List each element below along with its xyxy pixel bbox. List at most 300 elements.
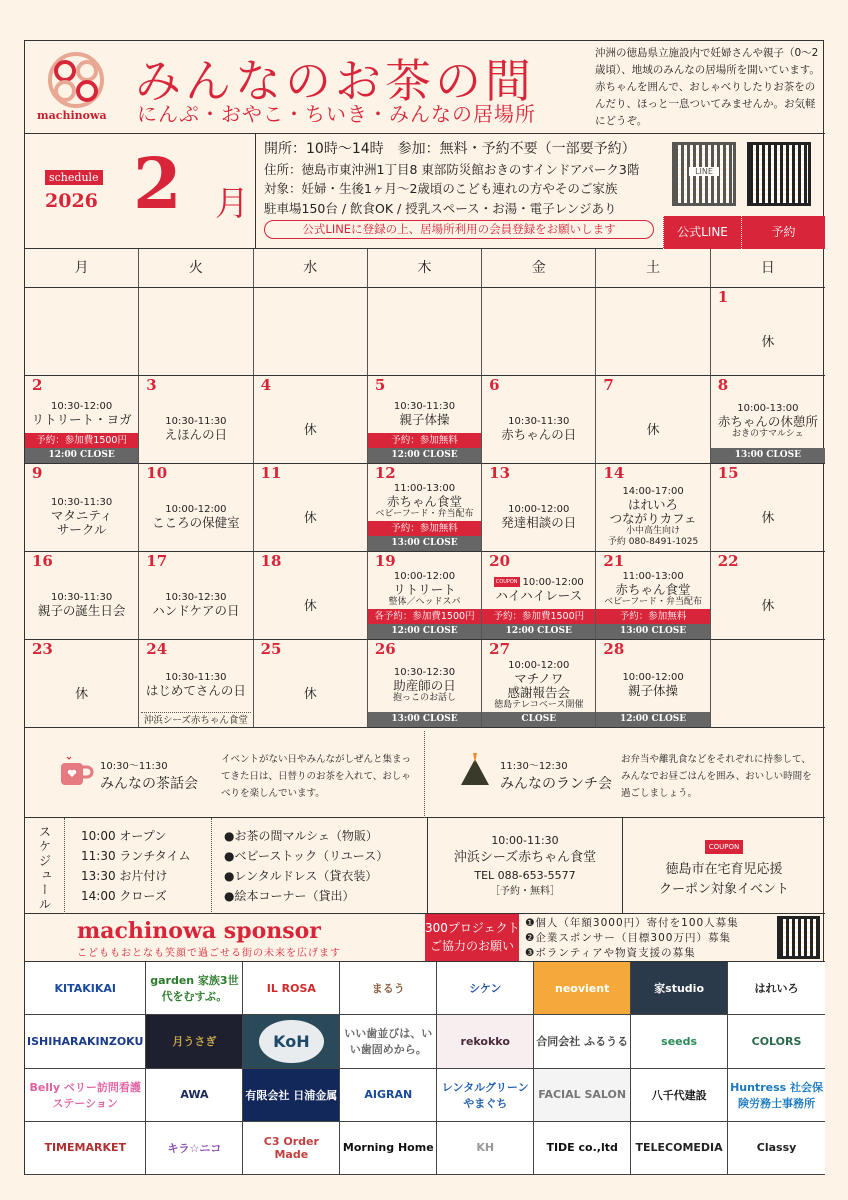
day-cell <box>711 552 825 640</box>
sponsor-logo[interactable] <box>534 962 631 1015</box>
close-time-bar: 12:00 CLOSE <box>596 712 709 727</box>
sponsor-logo[interactable] <box>146 1015 243 1068</box>
sponsor-logo-text: まるう <box>371 982 405 996</box>
day-number: 13 <box>489 464 511 482</box>
day-number: 26 <box>374 640 396 658</box>
sponsor-title: machinowa sponsor <box>77 918 321 944</box>
event-desc: イベントがない日やみんながしぜんと集まってきた日は、日替りのお茶を入れて、おしゃべりを楽しんでいます。 <box>221 754 412 799</box>
event-details <box>482 570 595 609</box>
closed-label: 休 <box>303 599 317 614</box>
event-title: えほんの日 <box>164 426 228 442</box>
event-time: 10:00-12:00 <box>165 503 227 515</box>
sponsor-logo[interactable] <box>534 1069 631 1122</box>
day-cell <box>139 464 253 552</box>
empty-cell <box>139 288 253 376</box>
event-details <box>25 394 138 433</box>
event-details <box>711 482 825 551</box>
close-time-bar: 13:00 CLOSE <box>368 712 481 727</box>
sponsor-logo[interactable] <box>728 1069 825 1122</box>
event-details <box>482 658 595 712</box>
line-registration-note: 公式LINEに登録の上、居場所利用の会員登録をお願いします <box>264 220 654 239</box>
sponsor-logo[interactable] <box>340 1015 437 1068</box>
close-time-bar: 13:00 CLOSE <box>711 448 825 463</box>
page-title: みんなのお茶の間 <box>135 54 535 108</box>
event-tea-party <box>25 731 425 818</box>
event-title: 赤ちゃんの日 <box>501 426 577 442</box>
sponsor-logo[interactable] <box>631 962 728 1015</box>
sponsor-logo-text: レンタルグリーン やまぐち <box>441 1080 529 1110</box>
event-details <box>482 394 595 463</box>
sponsor-logo-text: TIMEMARKET <box>44 1141 126 1155</box>
ask-item: ❷企業スポンサー（目標300万円）募集 <box>525 932 731 944</box>
sponsor-logo[interactable] <box>243 1122 340 1175</box>
sponsor-logo-text: KoH <box>259 1020 324 1063</box>
event-details <box>711 306 825 375</box>
event-time-row <box>25 592 138 604</box>
event-subtitle: 徳島テレコベース開催 <box>494 699 584 710</box>
day-cell <box>482 464 596 552</box>
info-line: 駐車場150台 / 飲食OK / 授乳スペース・お湯・電子レンジあり <box>264 200 617 216</box>
sponsor-logo[interactable] <box>25 1069 146 1122</box>
event-details <box>254 394 367 463</box>
event-title: 発達相談の日 <box>501 514 577 530</box>
day-number: 28 <box>603 640 625 658</box>
event-details <box>711 394 825 448</box>
event-details <box>254 570 367 639</box>
sponsor-logo[interactable] <box>437 1015 534 1068</box>
sponsor-logo[interactable] <box>340 1069 437 1122</box>
reservation-bar: 予約：参加費1500円 <box>25 433 138 448</box>
event-details <box>482 306 595 375</box>
sponsor-logo[interactable] <box>631 1015 728 1068</box>
sponsor-logo-text: Classy <box>756 1141 797 1155</box>
event-time-row <box>482 577 595 589</box>
header <box>25 41 825 134</box>
day-cell <box>596 464 710 552</box>
event-desc: お弁当や離乳食などをそれぞれに持参して、みんなでお昼ごはんを囲み、おいしい時間を過ごしましょう。 <box>621 754 812 799</box>
event-time-row <box>25 401 138 413</box>
sponsor-logo[interactable] <box>340 1122 437 1175</box>
sponsor-logo-grid <box>25 961 825 1175</box>
day-cell <box>254 464 368 552</box>
sponsor-logo-text: neovient <box>554 981 610 995</box>
cell-note: 沖浜シーズ赤ちゃん食堂 <box>141 712 250 727</box>
event-title: 赤ちゃん食堂 <box>386 494 462 509</box>
day-cell <box>711 288 825 376</box>
event-time-row <box>139 592 252 604</box>
event-details <box>139 482 252 551</box>
empty-cell <box>254 288 368 376</box>
day-number: 27 <box>489 640 511 658</box>
coupon-line: 徳島市在宅育児応援 <box>665 862 783 877</box>
coupon-info <box>622 818 825 914</box>
weekday-header: 土 <box>596 249 710 288</box>
event-details <box>254 306 367 375</box>
machinowa-logo-icon <box>43 49 109 111</box>
sponsor-logo[interactable] <box>534 1122 631 1175</box>
event-time: 10:30-11:30 <box>51 591 113 603</box>
event-title: 親子体操 <box>399 411 450 427</box>
sponsor-logo-text: 家studio <box>654 982 705 996</box>
empty-cell <box>482 288 596 376</box>
day-cell <box>482 640 596 728</box>
closed-label: 休 <box>761 511 775 526</box>
event-time: 10:30-12:00 <box>51 400 113 412</box>
sponsor-logo-text: KITAKIKAI <box>54 981 116 995</box>
event-time-row <box>368 667 481 679</box>
event-details <box>25 570 138 639</box>
food-note: ［予約・無料］ <box>490 886 560 897</box>
empty-cell <box>25 288 139 376</box>
day-number: 10 <box>146 464 168 482</box>
event-name: みんなのランチ会 <box>500 776 612 792</box>
weekday-header: 水 <box>254 249 368 288</box>
event-subtitle: 小中高生向け <box>626 525 681 536</box>
event-time: 11:00-13:00 <box>622 571 684 582</box>
close-time-bar: 13:00 CLOSE <box>596 624 709 639</box>
info-line: 対象：妊婦・生後1ヶ月〜2歳頃のこども連れの方やそのご家族 <box>264 181 618 196</box>
sponsor-logo[interactable] <box>437 1069 534 1122</box>
year: 2026 <box>45 190 98 212</box>
sponsor-logo[interactable] <box>146 1122 243 1175</box>
sponsor-logo[interactable] <box>437 962 534 1015</box>
event-title: リトリート・ヨガ <box>31 411 132 427</box>
day-number: 16 <box>32 552 53 570</box>
event-time: 10:00-12:00 <box>522 576 584 588</box>
event-title: マチノワ <box>514 670 564 686</box>
closed-label: 休 <box>761 599 775 614</box>
weekday-header: 木 <box>368 249 482 288</box>
project-line: ご協力のお願い <box>429 939 514 953</box>
day-cell <box>139 552 253 640</box>
event-time-row <box>482 504 595 516</box>
sponsor-logo[interactable] <box>631 1122 728 1175</box>
event-details <box>139 570 252 639</box>
sponsor-logo[interactable] <box>631 1069 728 1122</box>
schedule-label: スケジュール <box>25 818 65 914</box>
sponsor-logo[interactable] <box>728 962 825 1015</box>
day-cell <box>139 376 253 464</box>
day-cell <box>596 640 710 728</box>
event-details <box>596 570 709 609</box>
info-line: 開所：10時〜14時 参加：無料・予約不要（一部要予約） <box>264 141 636 157</box>
coupon-icon: COUPON <box>705 840 744 854</box>
event-time: 10:30-11:30 <box>165 415 227 427</box>
intro-text: 沖洲の徳島県立施設内で妊婦さんや親子（0〜2歳頃）、地域のみんなの居場所を開いています。赤ちゃんを囲んで、おしゃべりしたりお茶をのんだり、ほっと一息ついてみませんか。お気軽にどうぞ。 <box>595 47 820 127</box>
day-cell <box>368 640 482 728</box>
day-number: 1 <box>717 288 729 306</box>
event-time: 10:00-12:00 <box>508 659 570 671</box>
day-cell <box>25 640 139 728</box>
sponsor-logo[interactable] <box>25 962 146 1015</box>
reservation-bar: 各予約：参加費1500円 <box>368 609 481 624</box>
day-number: 21 <box>603 552 625 570</box>
event-details <box>596 394 709 463</box>
day-number: 24 <box>146 640 168 658</box>
event-details <box>254 482 367 551</box>
info-line: 住所：徳島市東沖洲1丁目8 東部防災館おきのすインドアパーク3階 <box>264 161 640 177</box>
empty-cell <box>596 288 710 376</box>
month-number: 2 <box>133 142 182 225</box>
sponsor-logo[interactable] <box>146 962 243 1015</box>
sponsor-logo[interactable] <box>728 1122 825 1175</box>
event-details <box>596 658 709 712</box>
event-subtitle: 整体／ヘッドスパ <box>388 597 461 607</box>
sponsor-logo-text: TIDE co.,ltd <box>546 1141 618 1155</box>
event-title: マタニティ <box>50 507 113 523</box>
day-cell <box>25 552 139 640</box>
day-cell <box>368 552 482 640</box>
day-cell <box>482 552 596 640</box>
service-item: ●お茶の間マルシェ（物販） <box>224 829 378 843</box>
qr-line-label: LINE <box>689 167 719 176</box>
day-cell <box>711 464 825 552</box>
day-cell <box>254 376 368 464</box>
daily-events <box>25 731 825 818</box>
close-time-bar: CLOSE <box>482 712 595 727</box>
sponsor-banner <box>25 914 825 961</box>
sponsor-logo[interactable] <box>340 962 437 1015</box>
event-contact: 予約 080-8491-1025 <box>607 536 699 547</box>
event-title: こころの保健室 <box>152 514 240 530</box>
event-details <box>368 482 481 521</box>
sponsor-logo-text: 八千代建設 <box>651 1088 707 1102</box>
event-title: 助産師の日 <box>393 677 456 693</box>
info-section <box>25 134 825 249</box>
food-time: 10:00-11:30 <box>491 834 559 847</box>
day-number: 15 <box>717 464 739 482</box>
sponsor-logo-text: IL ROSA <box>266 981 316 995</box>
baby-cafeteria-info <box>427 818 622 914</box>
sponsor-logo-text: FACIAL SALON <box>538 1088 627 1102</box>
sponsor-logo[interactable] <box>437 1122 534 1175</box>
sponsor-logo[interactable] <box>243 1015 340 1068</box>
day-number: 7 <box>603 376 614 394</box>
sponsor-logo-text: COLORS <box>751 1034 802 1048</box>
event-details <box>139 394 252 463</box>
day-number: 14 <box>603 464 625 482</box>
sponsor-logo[interactable] <box>25 1122 146 1175</box>
close-time-bar: 12:00 CLOSE <box>368 624 481 639</box>
sponsor-logo[interactable] <box>534 1015 631 1068</box>
event-details <box>368 306 481 375</box>
day-number: 12 <box>374 464 396 482</box>
reserve-button[interactable]: 予約 <box>741 216 825 249</box>
sponsor-logo-text: KH <box>476 1141 495 1155</box>
event-time-row <box>25 497 138 509</box>
calendar-grid <box>25 249 825 728</box>
event-name: みんなの茶話会 <box>100 776 198 792</box>
sponsor-logo-text: Morning Home <box>342 1141 434 1155</box>
schedule-section <box>25 818 825 914</box>
weekday-header: 金 <box>482 249 596 288</box>
coupon-icon: COUPON <box>495 578 518 585</box>
onigiri-icon <box>459 753 491 787</box>
closed-label: 休 <box>303 687 317 702</box>
day-cell <box>25 376 139 464</box>
event-title: はじめてさんの日 <box>145 683 246 698</box>
event-details <box>482 482 595 551</box>
weekday-header: 火 <box>139 249 253 288</box>
day-number: 23 <box>32 640 53 658</box>
sponsor-logo[interactable] <box>243 962 340 1015</box>
food-name: 沖浜シーズ赤ちゃん食堂 <box>453 850 597 865</box>
day-number: 17 <box>146 552 168 570</box>
day-number: 4 <box>260 376 271 394</box>
project-line: 300プロジェクト <box>425 921 520 935</box>
line-qr-code[interactable] <box>672 142 736 206</box>
brand-name: machinowa <box>37 109 107 122</box>
event-details <box>368 658 481 712</box>
sponsor-logo[interactable] <box>25 1015 146 1068</box>
event-details <box>711 570 825 639</box>
day-cell <box>596 376 710 464</box>
closed-label: 休 <box>303 511 317 526</box>
day-cell <box>368 464 482 552</box>
event-details <box>254 658 367 727</box>
sponsor-logo-text: TELECOMEDIA <box>635 1141 723 1155</box>
event-time: 11:00-13:00 <box>393 483 456 494</box>
closed-label: 休 <box>303 423 317 438</box>
sponsor-subtitle: こどももおとなも笑顔で過ごせる街の未来を広げます <box>77 948 341 959</box>
day-number: 11 <box>260 464 282 482</box>
event-time: 10:00-12:00 <box>393 571 456 582</box>
schedule-time: 11:30 ランチタイム <box>81 849 191 863</box>
weekday-header: 月 <box>25 249 139 288</box>
sponsor-logo-text: 有限会社 日浦金属 <box>245 1088 338 1102</box>
event-title: リトリート <box>393 582 456 597</box>
schedule-time: 10:00 オープン <box>81 829 167 843</box>
day-number: 20 <box>489 552 511 570</box>
event-time-row <box>482 660 595 672</box>
closed-label: 休 <box>761 335 775 350</box>
event-time-row <box>139 416 252 428</box>
month-suffix: 月 <box>215 184 249 224</box>
event-details <box>25 306 138 375</box>
event-time: 11:30〜12:30 <box>500 761 568 772</box>
reservation-bar: 予約：参加無料 <box>596 609 709 624</box>
project-300-badge <box>425 914 519 961</box>
event-subtitle: ベビーフード・弁当配布 <box>375 509 474 519</box>
event-time: 10:30〜11:30 <box>100 761 168 772</box>
event-details <box>139 658 252 712</box>
schedule-times <box>81 826 191 906</box>
day-number: 8 <box>717 376 729 394</box>
info-lines <box>255 134 665 249</box>
sponsor-qr-code[interactable] <box>777 916 820 959</box>
event-title: はれいろ <box>628 496 679 512</box>
ask-item: ❸ボランティアや物資支援の募集 <box>525 947 696 959</box>
sponsor-logo[interactable] <box>728 1015 825 1068</box>
event-title: ハンドケアの日 <box>152 602 240 618</box>
event-subtitle: おきのすマルシェ <box>732 428 804 439</box>
reserve-qr-code[interactable] <box>747 142 811 206</box>
event-title: 赤ちゃん食堂 <box>615 582 691 597</box>
sponsor-logo-text: シケン <box>469 982 502 996</box>
day-number: 22 <box>717 552 739 570</box>
event-title: つながりカフェ <box>609 510 697 526</box>
event-time: 10:30-11:30 <box>508 415 570 427</box>
service-item: ●絵本コーナー（貸出） <box>224 889 355 903</box>
event-time: 10:30-11:30 <box>165 672 227 683</box>
event-details <box>596 482 709 551</box>
closed-label: 休 <box>646 423 660 438</box>
reservation-bar: 予約：参加費1500円 <box>482 609 595 624</box>
event-time: 10:00-13:00 <box>737 402 799 414</box>
event-title: ハイハイレース <box>495 587 583 603</box>
day-cell <box>711 376 825 464</box>
service-item: ●レンタルドレス（貸衣装） <box>224 869 378 883</box>
event-details <box>368 570 481 609</box>
sponsor-logo-text: C3 Order Made <box>263 1134 319 1161</box>
closed-label: 休 <box>75 687 89 702</box>
sponsor-logo-text: seeds <box>661 1034 698 1048</box>
day-cell <box>25 464 139 552</box>
official-line-button[interactable]: 公式LINE <box>663 216 741 249</box>
sponsor-logo[interactable] <box>146 1069 243 1122</box>
page-subtitle: にんぷ・おやこ・ちいき・みんなの居場所 <box>137 102 536 126</box>
sponsor-logo-text: 合同会社 ふるうる <box>536 1035 629 1049</box>
sponsor-logo-text: はれいろ <box>754 982 799 996</box>
event-time: 10:30-11:30 <box>393 400 456 412</box>
event-time-row <box>596 486 709 498</box>
event-time: 10:00-12:00 <box>622 672 684 683</box>
event-details <box>368 394 481 433</box>
event-time-row <box>139 504 252 516</box>
reservation-bar: 予約：参加無料 <box>368 433 481 448</box>
event-time: 10:30-12:30 <box>393 666 456 678</box>
service-list <box>211 818 427 914</box>
sponsor-logo[interactable] <box>243 1069 340 1122</box>
close-time-bar: 12:00 CLOSE <box>368 448 481 463</box>
sponsor-logo-text: いい歯並びは、いい歯固めから。 <box>344 1027 433 1057</box>
event-title: 赤ちゃんの休憩所 <box>717 413 818 429</box>
schedule-time: 14:00 クローズ <box>81 889 167 903</box>
event-title: サークル <box>56 521 107 537</box>
support-asks <box>525 916 739 961</box>
event-title: 感謝報告会 <box>507 684 571 700</box>
event-time: 14:00-17:00 <box>622 485 684 497</box>
sponsor-logo-text: 月うさぎ <box>172 1035 217 1049</box>
day-number: 5 <box>374 376 386 394</box>
sponsor-logo-text: Belly ベリー訪問看護ステーション <box>29 1080 141 1110</box>
day-cell <box>139 640 253 728</box>
event-details <box>25 482 138 551</box>
event-time: 10:30-11:30 <box>51 496 113 508</box>
day-number: 9 <box>32 464 43 482</box>
day-number: 18 <box>260 552 282 570</box>
day-cell <box>254 552 368 640</box>
day-number: 19 <box>374 552 396 570</box>
coupon-line: クーポン対象イベント <box>658 882 789 897</box>
sponsor-logo-text: キラ☆ニコ <box>167 1141 222 1155</box>
ask-item: ❶個人（年額3000円）寄付を100人募集 <box>525 917 739 929</box>
event-time: 10:00-12:00 <box>508 503 570 515</box>
event-subtitle: 抱っこのお話し <box>392 692 456 703</box>
day-cell <box>254 640 368 728</box>
day-cell <box>368 376 482 464</box>
sponsor-logo-text: AWA <box>180 1088 209 1102</box>
close-time-bar: 12:00 CLOSE <box>482 624 595 639</box>
day-number: 25 <box>260 640 282 658</box>
sponsor-logo-text: AIGRAN <box>364 1088 413 1102</box>
event-title: 親子の誕生日会 <box>37 602 126 618</box>
sponsor-logo-text: Huntress 社会保険労務士事務所 <box>730 1080 823 1110</box>
close-time-bar: 12:00 CLOSE <box>25 448 138 463</box>
event-title: 親子体操 <box>628 683 679 698</box>
event-details <box>711 658 825 727</box>
sponsor-logo-text: rekokko <box>460 1034 510 1048</box>
